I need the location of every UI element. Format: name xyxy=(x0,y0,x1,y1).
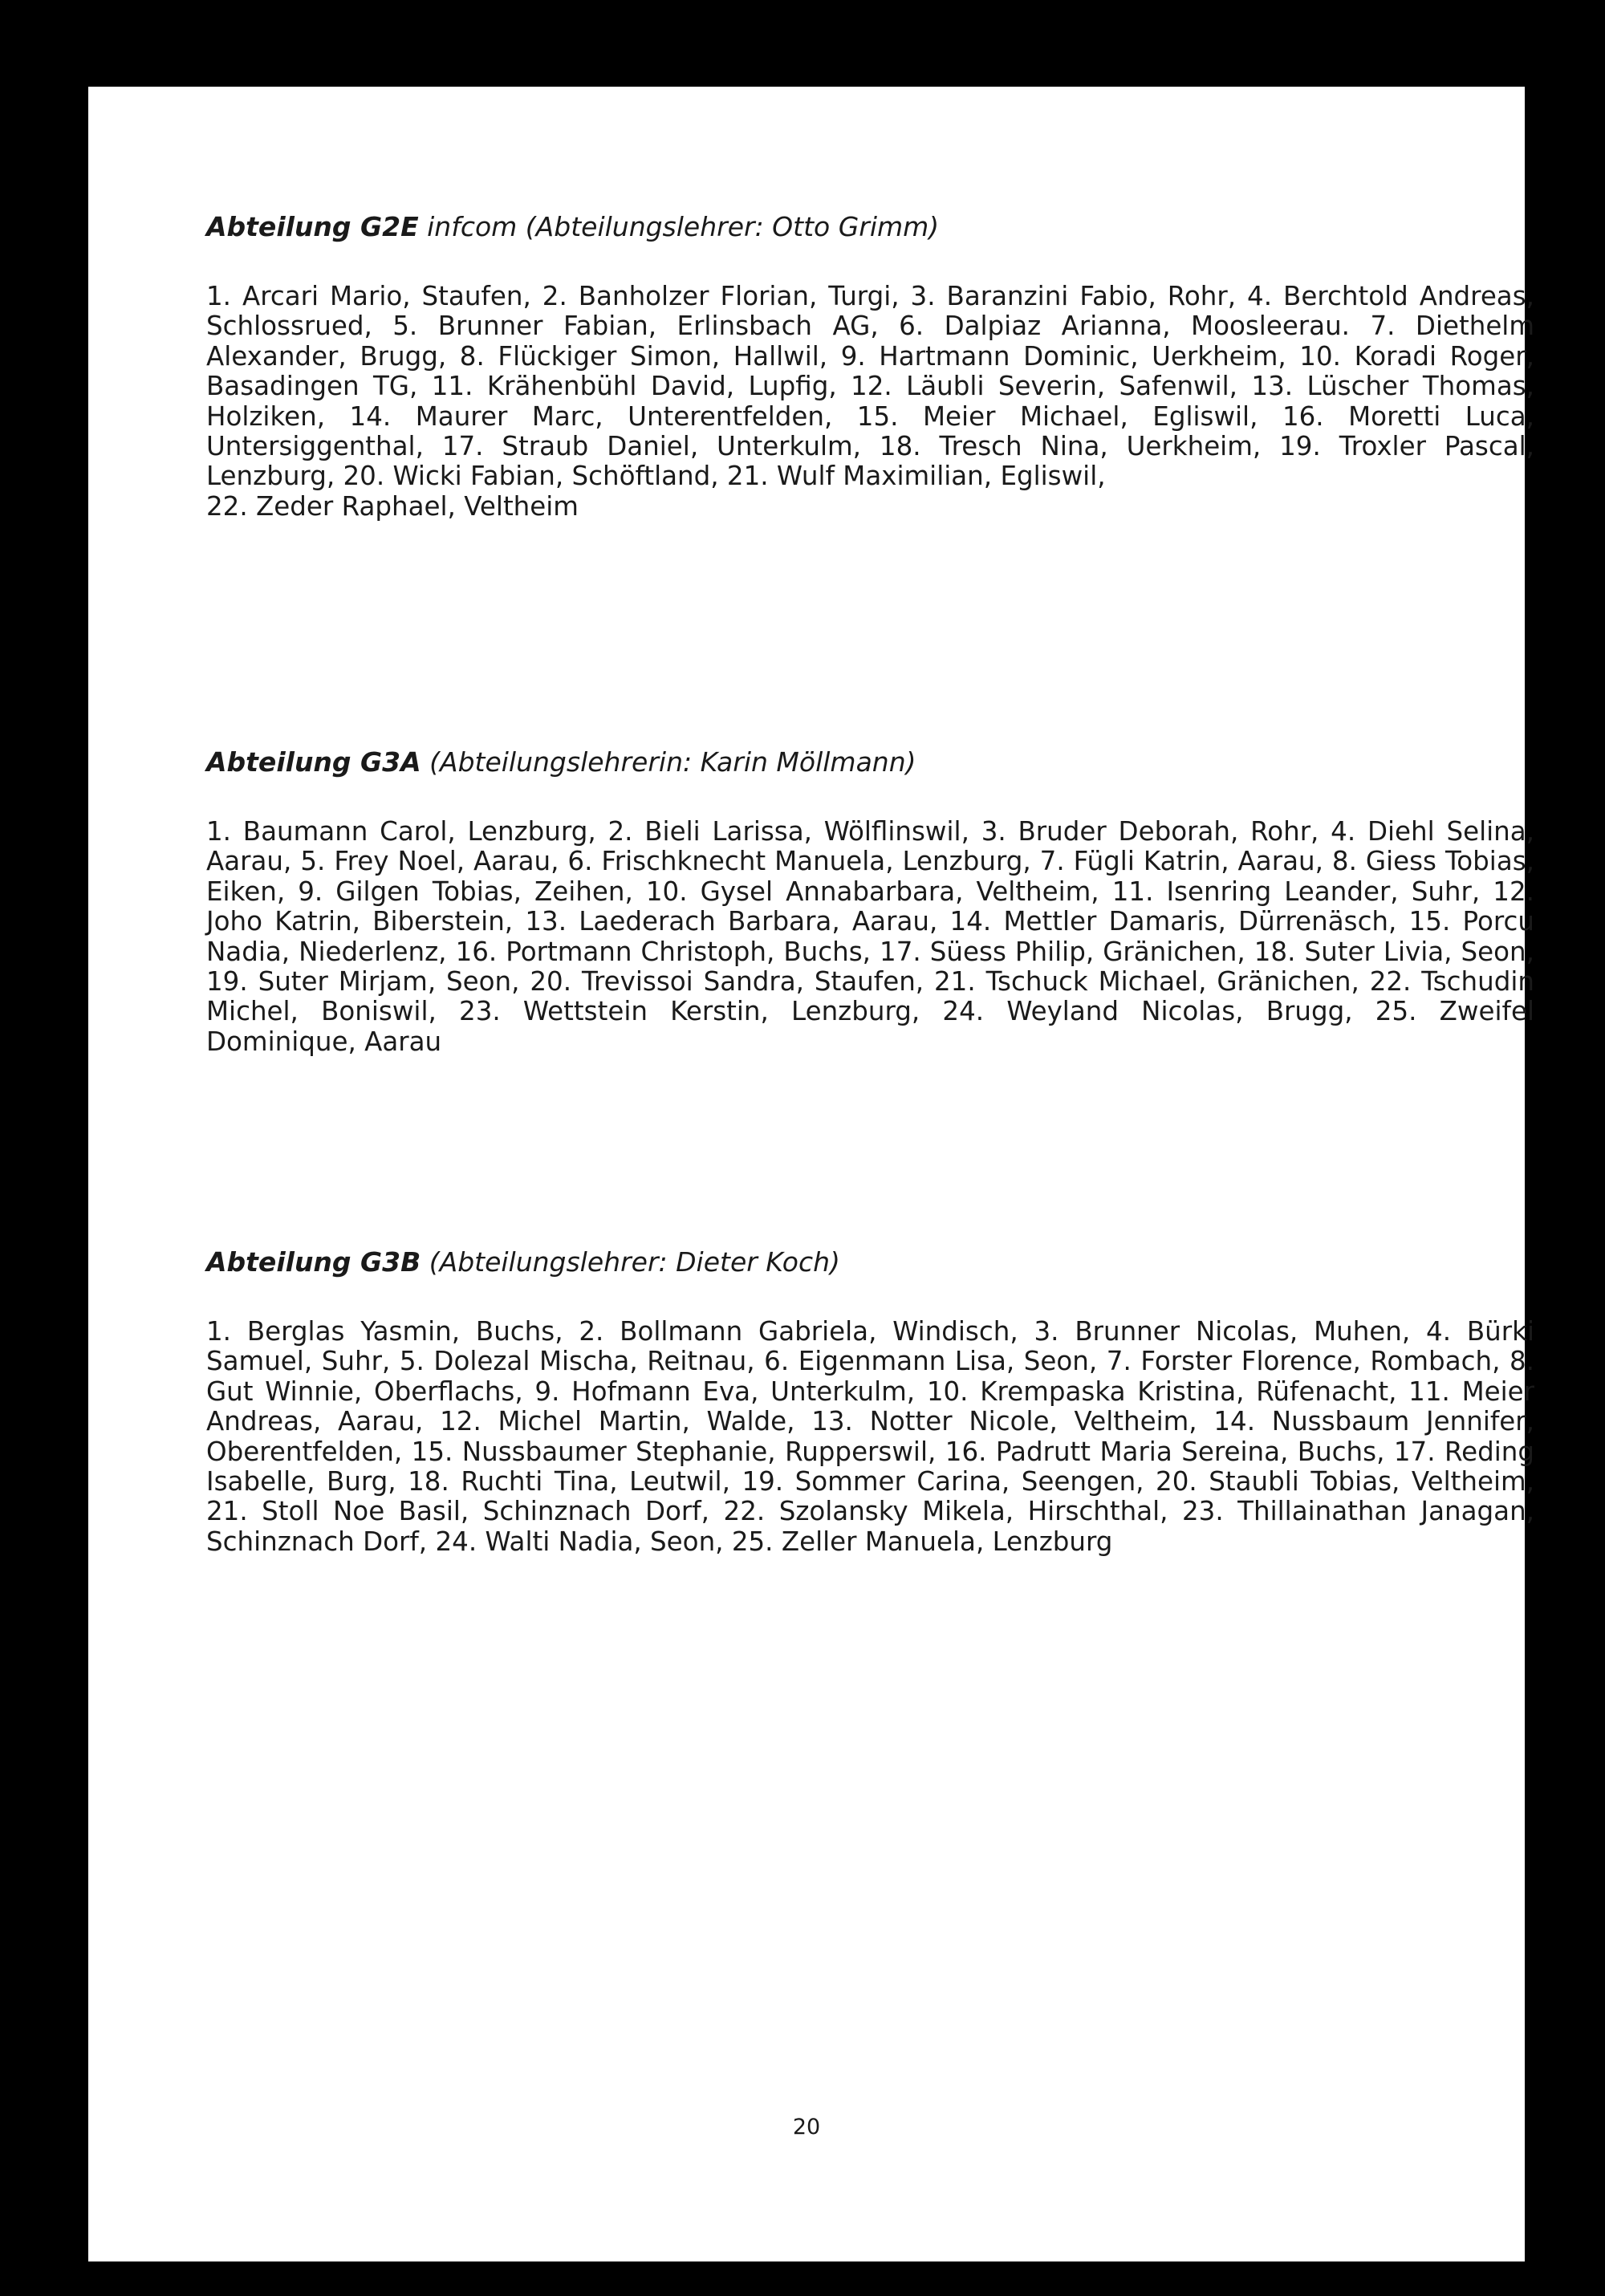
student-list-text: 1. Arcari Mario, Staufen, 2. Banholzer Florian, Turgi, 3. Baranzini Fabio, Rohr, 4. Berchtold Andreas, Schlossrued, 5. Brunner Fabian, Erlinsbach AG, 6. Dalpiaz Arianna, Moosleerau. 7. Diethelm Alexander, Brugg, 8. Flückiger Simon, Hallwil, 9. Hartmann Dominic, Uerkheim, 10. Koradi Roger, Basadingen TG, 11. Krähenbühl David, Lupfig, 12. Läubli Severin, Safenwil, 13. Lüscher Thomas, Holziken, 14. Maurer Marc, Unterentfelden, 15. Meier Michael, Egliswil, 16. Moretti Luca, Untersiggenthal, 17. Straub Daniel, Unterkulm, 18. Tresch Nina, Uerkheim, 19. Troxler Pascal, Lenzburg, 20. Wicki Fabian, Schöftland, 21. Wulf Maximilian, Egliswil, xyxy=(206,281,1534,492)
student-list-g3b xyxy=(206,1317,1534,1557)
student-list-last-entry: 22. Zeder Raphael, Veltheim xyxy=(206,490,579,522)
section-code-g2e: Abteilung G2E xyxy=(206,211,419,242)
student-list-g2e xyxy=(206,282,1534,522)
section-teacher-g3a: (Abteilungslehrerin: Karin Möllmann) xyxy=(421,746,916,778)
section-heading-g3a xyxy=(206,746,1534,778)
student-list-g3a xyxy=(206,817,1534,1057)
section-g3a xyxy=(206,746,1534,1057)
document-page xyxy=(88,87,1534,2261)
section-teacher-g3b: (Abteilungslehrer: Dieter Koch) xyxy=(421,1246,840,1278)
page-number: 20 xyxy=(792,2115,821,2140)
section-teacher-g2e: infcom (Abteilungslehrer: Otto Grimm) xyxy=(418,211,940,242)
student-list-text: 1. Berglas Yasmin, Buchs, 2. Bollmann Gabriela, Windisch, 3. Brunner Nicolas, Muhen, 4. Bürki Samuel, Suhr, 5. Dolezal Mischa, Reitnau, 6. Eigenmann Lisa, Seon, 7. Forster Florence, Rombach, 8. Gut Winnie, Oberflachs, 9. Hofmann Eva, Unterkulm, 10. Krempaska Kristina, Rüfenacht, 11. Meier Andreas, Aarau, 12. Michel Martin, Walde, 13. Notter Nicole, Veltheim, 14. Nussbaum Jennifer, Oberentfelden, 15. Nussbaumer Stephanie, Rupperswil, 16. Padrutt Maria Sereina, Buchs, 17. Reding Isabelle, Burg, 18. Ruchti Tina, Leutwil, 19. Sommer Carina, Seengen, 20. Staubli Tobias, Veltheim, 21. Stoll Noe Basil, Schinznach Dorf, 22. Szolansky Mikela, Hirschthal, 23. Thillainathan Janagan, Schinznach Dorf, 24. Walti Nadia, Seon, 25. Zeller Manuela, Lenzburg xyxy=(206,1316,1534,1557)
section-heading-g2e xyxy=(206,211,1534,243)
section-g3b xyxy=(206,1246,1534,1557)
section-code-g3b: Abteilung G3B xyxy=(206,1246,421,1278)
section-g2e xyxy=(206,211,1534,522)
section-code-g3a: Abteilung G3A xyxy=(206,746,421,778)
student-list-text: 1. Baumann Carol, Lenzburg, 2. Bieli Larissa, Wölflinswil, 3. Bruder Deborah, Rohr, 4. Diehl Selina, Aarau, 5. Frey Noel, Aarau, 6. Frischknecht Manuela, Lenzburg, 7. Fügli Katrin, Aarau, 8. Giess Tobias, Eiken, 9. Gilgen Tobias, Zeihen, 10. Gysel Annabarbara, Veltheim, 11. Isenring Leander, Suhr, 12. Joho Katrin, Biberstein, 13. Laederach Barbara, Aarau, 14. Mettler Damaris, Dürrenäsch, 15. Porcu Nadia, Niederlenz, 16. Portmann Christoph, Buchs, 17. Süess Philip, Gränichen, 18. Suter Livia, Seon, 19. Suter Mirjam, Seon, 20. Trevissoi Sandra, Staufen, 21. Tschuck Michael, Gränichen, 22. Tschudin Michel, Boniswil, 23. Wettstein Kerstin, Lenzburg, 24. Weyland Nicolas, Brugg, 25. Zweifel Dominique, Aarau xyxy=(206,816,1534,1057)
section-heading-g3b xyxy=(206,1246,1534,1278)
